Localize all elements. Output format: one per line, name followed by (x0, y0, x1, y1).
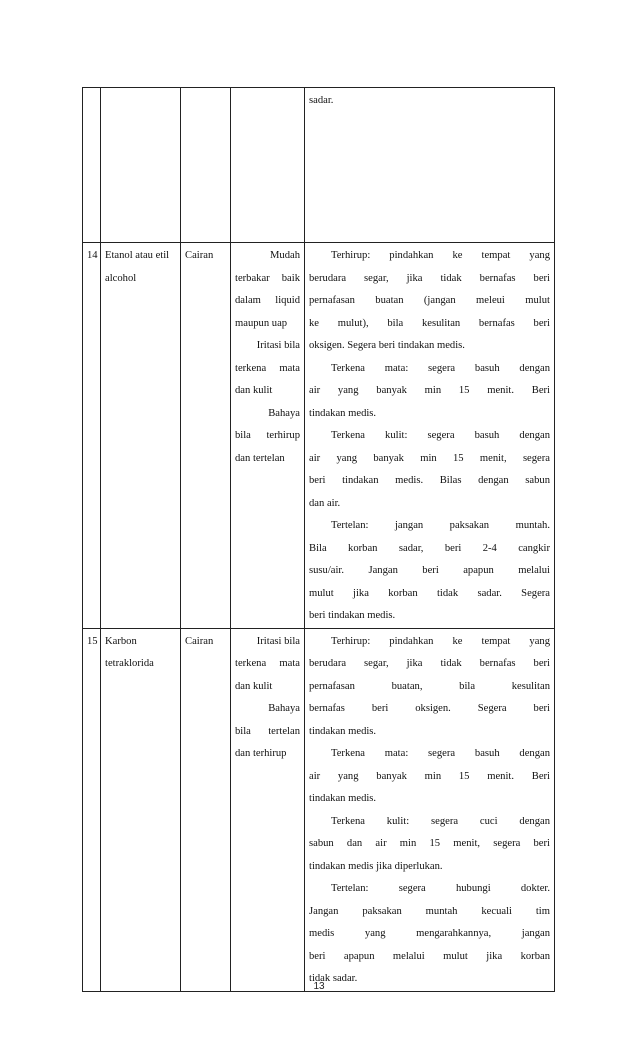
table-row (83, 243, 555, 629)
row-number-cell (83, 243, 101, 629)
hazard-line: Iritasi bila (256, 340, 300, 351)
handling-line: berudara segar, jika tidak bernafas beri (309, 658, 550, 669)
handling-line: air yang banyak min 15 menit, segera (309, 452, 550, 464)
handling-line: bernafas beri oksigen. Segera beri (309, 703, 550, 714)
hazard-line: dalam liquid (235, 295, 300, 306)
hazard-line: dan terhirup (235, 748, 287, 759)
handling-line: air yang banyak min 15 menit. Beri (309, 770, 550, 782)
handling-line: Terkena mata: segera basuh dengan (331, 748, 550, 759)
handling-line: pernafasan buatan (jangan meleui mulut (309, 295, 550, 306)
handling-line: tidak sadar. (309, 973, 358, 984)
physical-form: Cairan (185, 250, 214, 261)
chemical-name-cell (101, 88, 181, 243)
chemical-name-line: Karbon (105, 635, 137, 647)
chemical-name-cell (101, 628, 181, 991)
handling-cell (305, 243, 555, 629)
handling-line: tindakan medis. (309, 407, 377, 419)
handling-line: sadar. (309, 95, 334, 106)
handling-line: mulut jika korban tidak sadar. Segera (309, 587, 550, 599)
handling-line: Bila korban sadar, beri 2-4 cangkir (309, 542, 550, 554)
handling-line: sabun dan air min 15 menit, segera beri (309, 838, 550, 849)
physical-form-cell (181, 243, 231, 629)
hazard-line: dan kulit (235, 680, 273, 692)
physical-form-cell (181, 628, 231, 991)
page-number: 13 (313, 981, 325, 992)
handling-line: oksigen. Segera beri tindakan medis. (309, 340, 465, 351)
hazard-line: Mudah (269, 250, 300, 261)
handling-line: Terhirup: pindahkan ke tempat yang (331, 635, 550, 647)
handling-line: Terkena mata: segera basuh dengan (331, 362, 550, 374)
hazard-line: maupun uap (235, 317, 288, 329)
hazard-line: Iritasi bila (256, 635, 300, 647)
table-row (83, 628, 555, 991)
handling-line: Terkena kulit: segera basuh dengan (331, 430, 550, 441)
hazard-line: dan kulit (235, 385, 273, 396)
physical-form: Cairan (185, 635, 214, 647)
hazard-line: terkena mata (235, 362, 300, 374)
handling-line: susu/air. Jangan beri apapun melalui (309, 565, 550, 576)
table-row (83, 88, 555, 243)
handling-line: pernafasan buatan, bila kesulitan (309, 680, 550, 692)
hazard-line: terkena mata (235, 658, 300, 669)
row-number: 14 (87, 250, 98, 261)
handling-line: ke mulut), bila kesulitan bernafas beri (309, 317, 550, 329)
hazard-line: Bahaya (268, 407, 300, 419)
handling-cell (305, 628, 555, 991)
chemical-name-line: tetraklorida (105, 658, 154, 669)
hazard-line: terbakar baik (235, 272, 300, 284)
hazard-cell (231, 88, 305, 243)
handling-line: Terkena kulit: segera cuci dengan (331, 815, 550, 827)
table-body (83, 88, 555, 992)
handling-line: Tertelan: segera hubungi dokter. (331, 883, 550, 894)
handling-line: dan air. (309, 497, 341, 509)
handling-line: berudara segar, jika tidak bernafas beri (309, 272, 550, 284)
handling-line: beri tindakan medis. Bilas dengan sabun (309, 475, 550, 486)
physical-form-cell (181, 88, 231, 243)
row-number: 15 (87, 635, 98, 647)
hazard-line: bila tertelan (235, 725, 300, 737)
handling-line: tindakan medis. (309, 793, 377, 804)
handling-line: beri tindakan medis. (309, 610, 396, 621)
chemical-name-line: alcohol (105, 272, 137, 284)
handling-line: Jangan paksakan muntah kecuali tim (309, 905, 550, 917)
handling-line: air yang banyak min 15 menit. Beri (309, 385, 550, 396)
handling-line: tindakan medis. (309, 725, 377, 737)
chemical-name-cell (101, 243, 181, 629)
handling-cell (305, 88, 555, 243)
row-number-cell (83, 88, 101, 243)
hazard-line: dan tertelan (235, 452, 285, 464)
hazard-line: Bahaya (268, 703, 300, 714)
handling-line: beri apapun melalui mulut jika korban (309, 950, 550, 962)
handling-line: tindakan medis jika diperlukan. (309, 860, 443, 872)
handling-line: Tertelan: jangan paksakan muntah. (331, 520, 550, 531)
hazard-cell (231, 628, 305, 991)
handling-line: medis yang mengarahkannya, jangan (309, 928, 550, 939)
chemical-name-line: Etanol atau etil (105, 250, 170, 261)
row-number-cell (83, 628, 101, 991)
hazard-line: bila terhirup (235, 430, 300, 441)
handling-line: Terhirup: pindahkan ke tempat yang (331, 250, 550, 261)
chemical-safety-table (82, 87, 555, 992)
hazard-cell (231, 243, 305, 629)
